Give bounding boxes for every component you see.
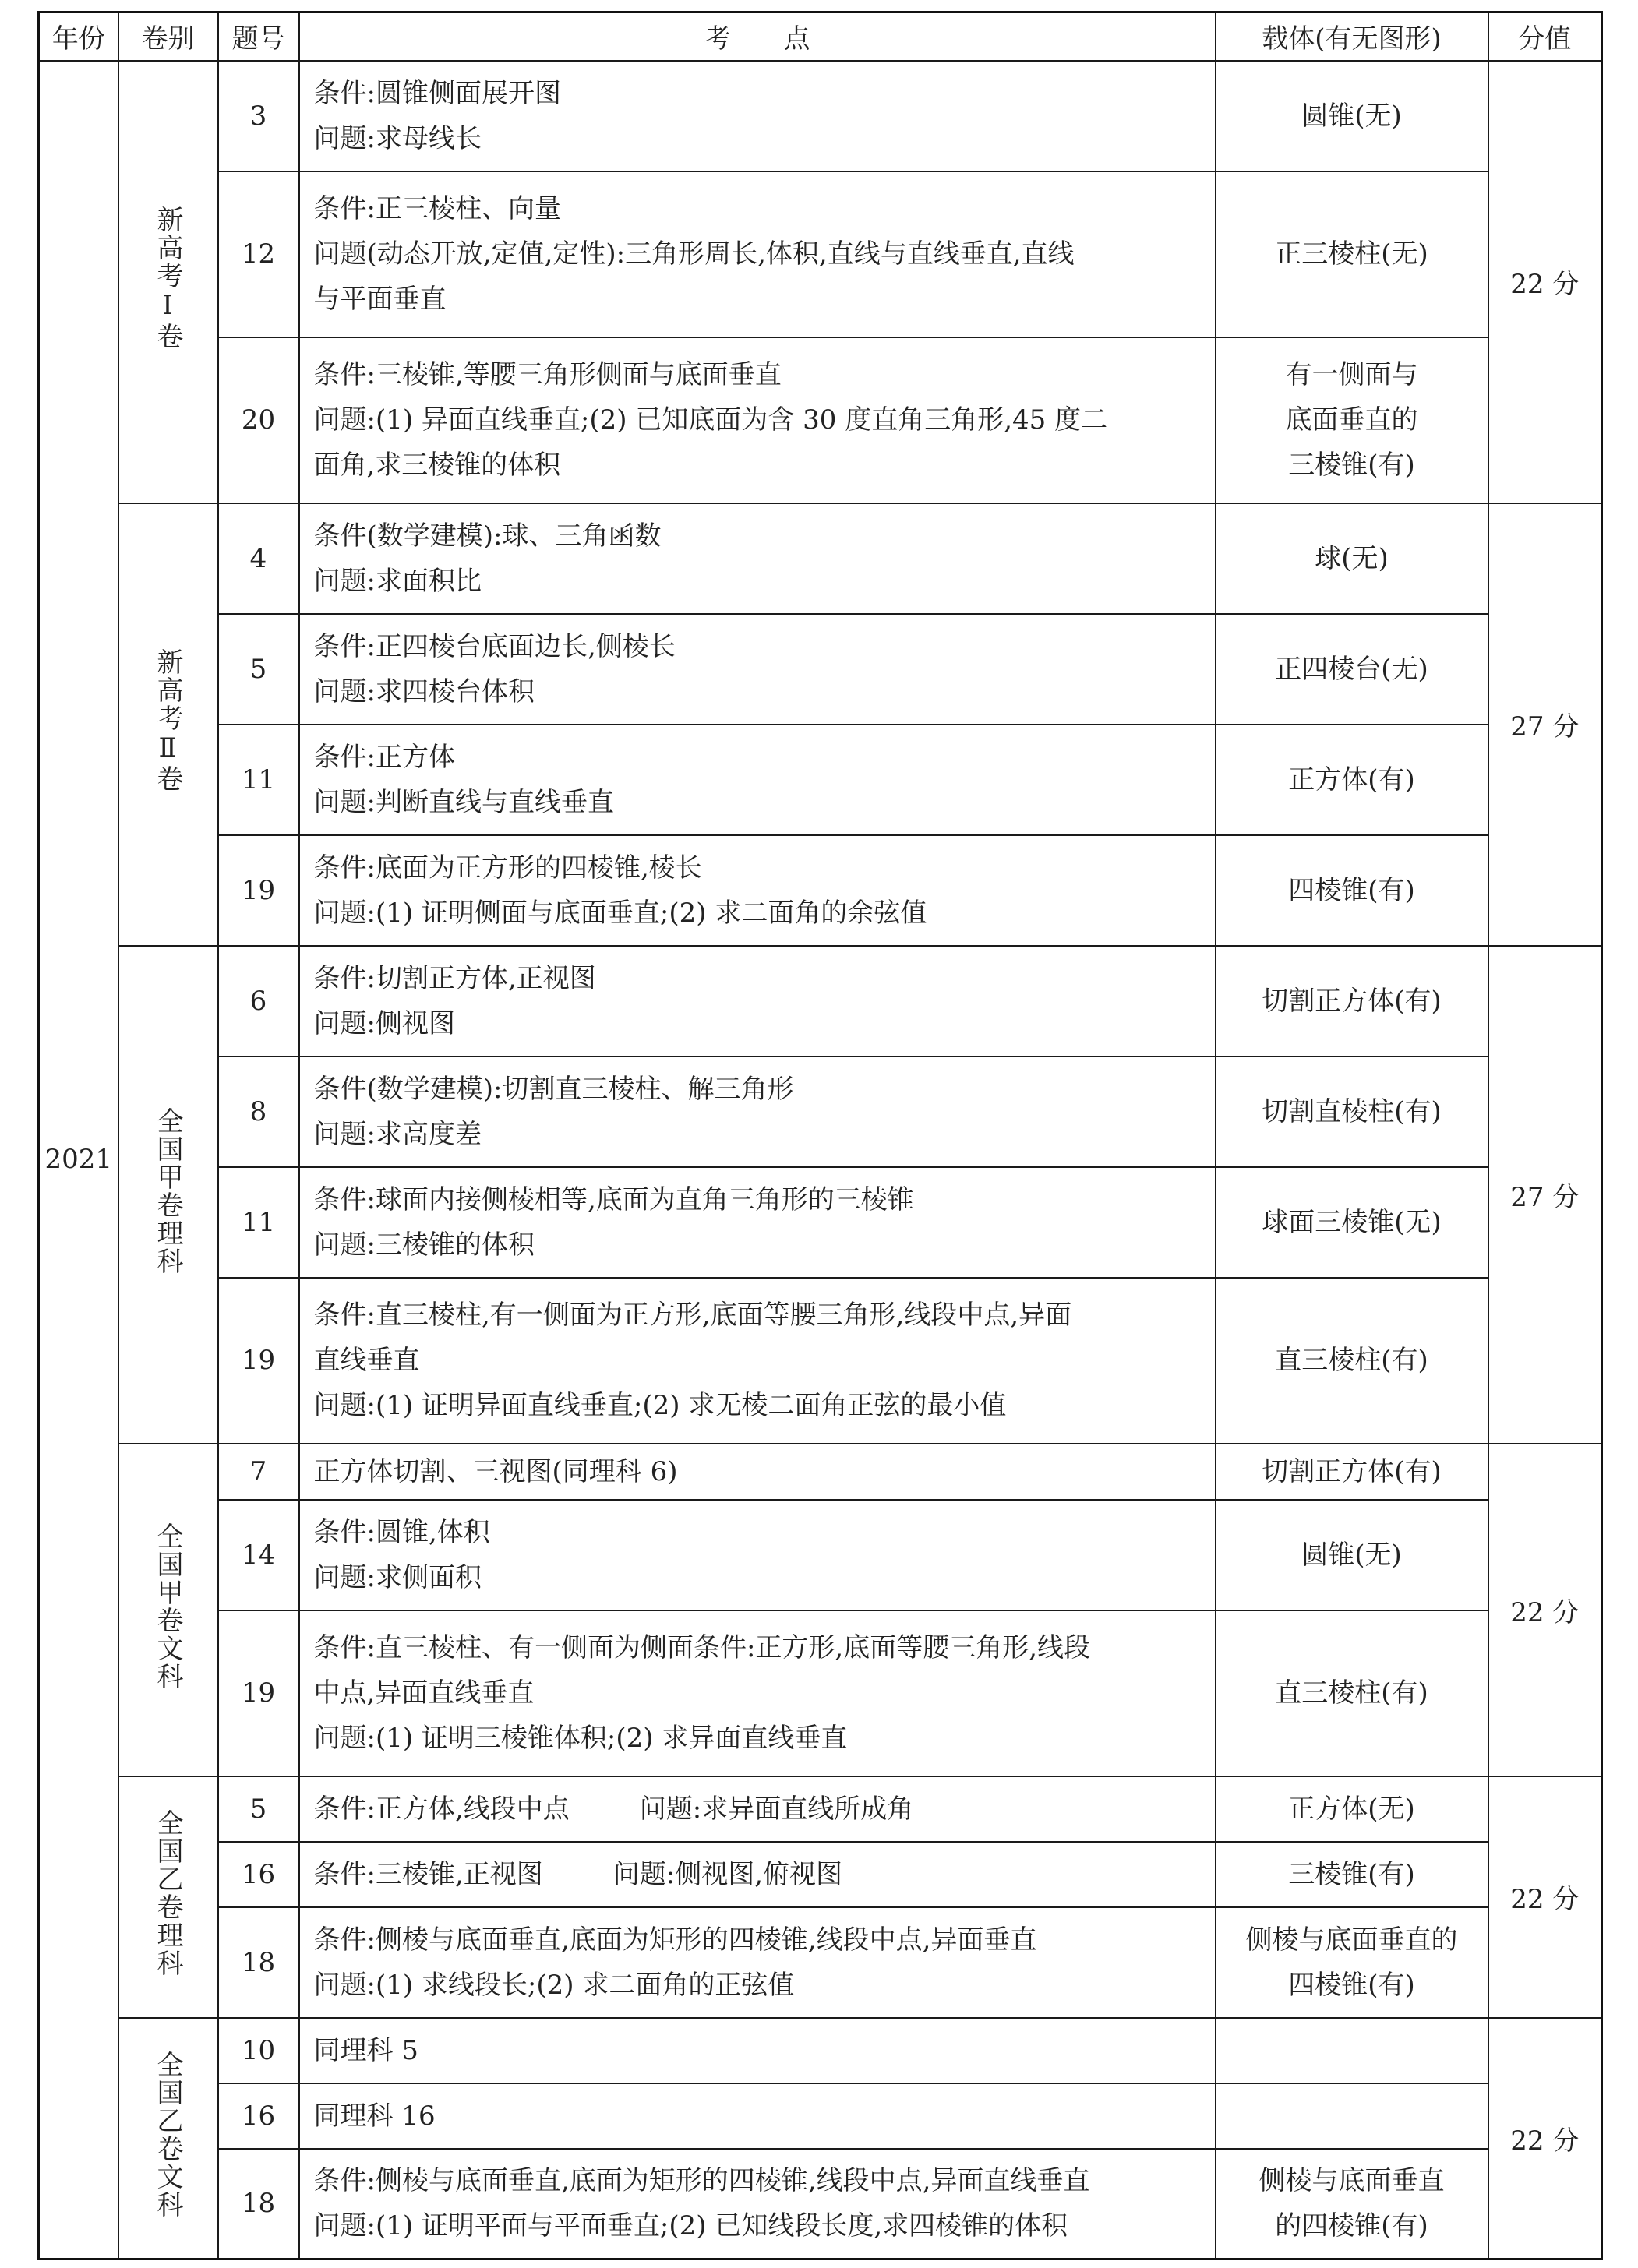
topic-cell: 条件:正方体 问题:判断直线与直线垂直 [299, 725, 1216, 835]
question-number: 12 [218, 171, 299, 337]
table-row [39, 171, 1602, 337]
question-number: 18 [218, 1907, 299, 2018]
question-number: 4 [218, 503, 299, 614]
question-number: 5 [218, 1776, 299, 1842]
paper-cell: 全国乙卷理科 [118, 1776, 218, 2018]
topic-cell: 条件:底面为正方形的四棱锥,棱长 问题:(1) 证明侧面与底面垂直;(2) 求二面角的余弦值 [299, 835, 1216, 946]
table-row [39, 2083, 1602, 2149]
question-number: 8 [218, 1056, 299, 1167]
carrier-cell: 圆锥(无) [1216, 61, 1488, 171]
topic-cell: 条件:圆锥侧面展开图 问题:求母线长 [299, 61, 1216, 171]
table-row [39, 337, 1602, 503]
paper-cell: 新高考Ⅰ卷 [118, 61, 218, 503]
carrier-cell [1216, 2018, 1488, 2083]
table-row [39, 1500, 1602, 1610]
score-cell: 22 分 [1488, 1776, 1602, 2018]
carrier-cell: 切割直棱柱(有) [1216, 1056, 1488, 1167]
topic-cell: 条件:正四棱台底面边长,侧棱长 问题:求四棱台体积 [299, 614, 1216, 725]
header-carrier: 载体(有无图形) [1216, 12, 1488, 61]
question-number: 16 [218, 1842, 299, 1907]
table-row [39, 1610, 1602, 1776]
score-cell: 22 分 [1488, 2018, 1602, 2259]
topic-cell: 条件(数学建模):切割直三棱柱、解三角形 问题:求高度差 [299, 1056, 1216, 1167]
topic-cell: 条件:侧棱与底面垂直,底面为矩形的四棱锥,线段中点,异面直线垂直 问题:(1) 证明平面与平面垂直;(2) 已知线段长度,求四棱锥的体积 [299, 2149, 1216, 2259]
table-row [39, 614, 1602, 725]
table-row [39, 1167, 1602, 1278]
carrier-cell: 有一侧面与 底面垂直的 三棱锥(有) [1216, 337, 1488, 503]
question-number: 19 [218, 1278, 299, 1444]
carrier-cell: 切割正方体(有) [1216, 946, 1488, 1056]
question-number: 19 [218, 835, 299, 946]
table-row [39, 1278, 1602, 1444]
paper-cell: 全国甲卷文科 [118, 1444, 218, 1776]
carrier-cell: 切割正方体(有) [1216, 1444, 1488, 1500]
topic-cell: 条件:直三棱柱,有一侧面为正方形,底面等腰三角形,线段中点,异面 直线垂直 问题:(1) 证明异面直线垂直;(2) 求无棱二面角正弦的最小值 [299, 1278, 1216, 1444]
header-row [39, 12, 1602, 61]
question-number: 11 [218, 725, 299, 835]
carrier-cell: 直三棱柱(有) [1216, 1278, 1488, 1444]
topic-cell: 条件:正三棱柱、向量 问题(动态开放,定值,定性):三角形周长,体积,直线与直线垂直,直线 与平面垂直 [299, 171, 1216, 337]
carrier-cell: 直三棱柱(有) [1216, 1610, 1488, 1776]
carrier-cell: 正方体(有) [1216, 725, 1488, 835]
carrier-cell: 侧棱与底面垂直的 四棱锥(有) [1216, 1907, 1488, 2018]
carrier-cell: 正方体(无) [1216, 1776, 1488, 1842]
topic-cell: 条件(数学建模):球、三角函数 问题:求面积比 [299, 503, 1216, 614]
carrier-cell: 球面三棱锥(无) [1216, 1167, 1488, 1278]
question-number: 16 [218, 2083, 299, 2149]
score-cell: 22 分 [1488, 61, 1602, 503]
carrier-cell: 球(无) [1216, 503, 1488, 614]
table-row [39, 61, 1602, 171]
header-number: 题号 [218, 12, 299, 61]
table-row [39, 725, 1602, 835]
header-paper: 卷别 [118, 12, 218, 61]
table-row [39, 503, 1602, 614]
topic-cell: 条件:圆锥,体积 问题:求侧面积 [299, 1500, 1216, 1610]
question-number: 6 [218, 946, 299, 1056]
topic-cell: 条件:正方体,线段中点 问题:求异面直线所成角 [299, 1776, 1216, 1842]
table-row [39, 1842, 1602, 1907]
carrier-cell: 侧棱与底面垂直 的四棱锥(有) [1216, 2149, 1488, 2259]
topic-cell: 条件:侧棱与底面垂直,底面为矩形的四棱锥,线段中点,异面垂直 问题:(1) 求线段长;(2) 求二面角的正弦值 [299, 1907, 1216, 2018]
score-cell: 27 分 [1488, 503, 1602, 946]
carrier-cell: 圆锥(无) [1216, 1500, 1488, 1610]
topic-cell: 正方体切割、三视图(同理科 6) [299, 1444, 1216, 1500]
topic-cell: 同理科 16 [299, 2083, 1216, 2149]
table-row [39, 1907, 1602, 2018]
question-number: 19 [218, 1610, 299, 1776]
table-row [39, 2149, 1602, 2259]
exam-points-table [37, 11, 1603, 2260]
table-row [39, 1776, 1602, 1842]
carrier-cell [1216, 2083, 1488, 2149]
carrier-cell: 正三棱柱(无) [1216, 171, 1488, 337]
question-number: 3 [218, 61, 299, 171]
topic-cell: 条件:三棱锥,等腰三角形侧面与底面垂直 问题:(1) 异面直线垂直;(2) 已知底面为含 30 度直角三角形,45 度二 面角,求三棱锥的体积 [299, 337, 1216, 503]
table-row [39, 946, 1602, 1056]
carrier-cell: 正四棱台(无) [1216, 614, 1488, 725]
score-cell: 27 分 [1488, 946, 1602, 1444]
score-cell: 22 分 [1488, 1444, 1602, 1776]
paper-cell: 新高考Ⅱ卷 [118, 503, 218, 946]
question-number: 18 [218, 2149, 299, 2259]
header-score: 分值 [1488, 12, 1602, 61]
question-number: 5 [218, 614, 299, 725]
question-number: 11 [218, 1167, 299, 1278]
topic-cell: 条件:三棱锥,正视图 问题:侧视图,俯视图 [299, 1842, 1216, 1907]
question-number: 7 [218, 1444, 299, 1500]
question-number: 14 [218, 1500, 299, 1610]
topic-cell: 条件:球面内接侧棱相等,底面为直角三角形的三棱锥 问题:三棱锥的体积 [299, 1167, 1216, 1278]
header-topic: 考 点 [299, 12, 1216, 61]
table-row [39, 2018, 1602, 2083]
topic-cell: 条件:切割正方体,正视图 问题:侧视图 [299, 946, 1216, 1056]
question-number: 10 [218, 2018, 299, 2083]
header-year: 年份 [39, 12, 118, 61]
topic-cell: 同理科 5 [299, 2018, 1216, 2083]
table-row [39, 835, 1602, 946]
carrier-cell: 四棱锥(有) [1216, 835, 1488, 946]
topic-cell: 条件:直三棱柱、有一侧面为侧面条件:正方形,底面等腰三角形,线段 中点,异面直线垂直 问题:(1) 证明三棱锥体积;(2) 求异面直线垂直 [299, 1610, 1216, 1776]
question-number: 20 [218, 337, 299, 503]
paper-cell: 全国甲卷理科 [118, 946, 218, 1444]
table-row [39, 1056, 1602, 1167]
carrier-cell: 三棱锥(有) [1216, 1842, 1488, 1907]
year-cell: 2021 [39, 61, 118, 2259]
table-row [39, 1444, 1602, 1500]
paper-cell: 全国乙卷文科 [118, 2018, 218, 2259]
